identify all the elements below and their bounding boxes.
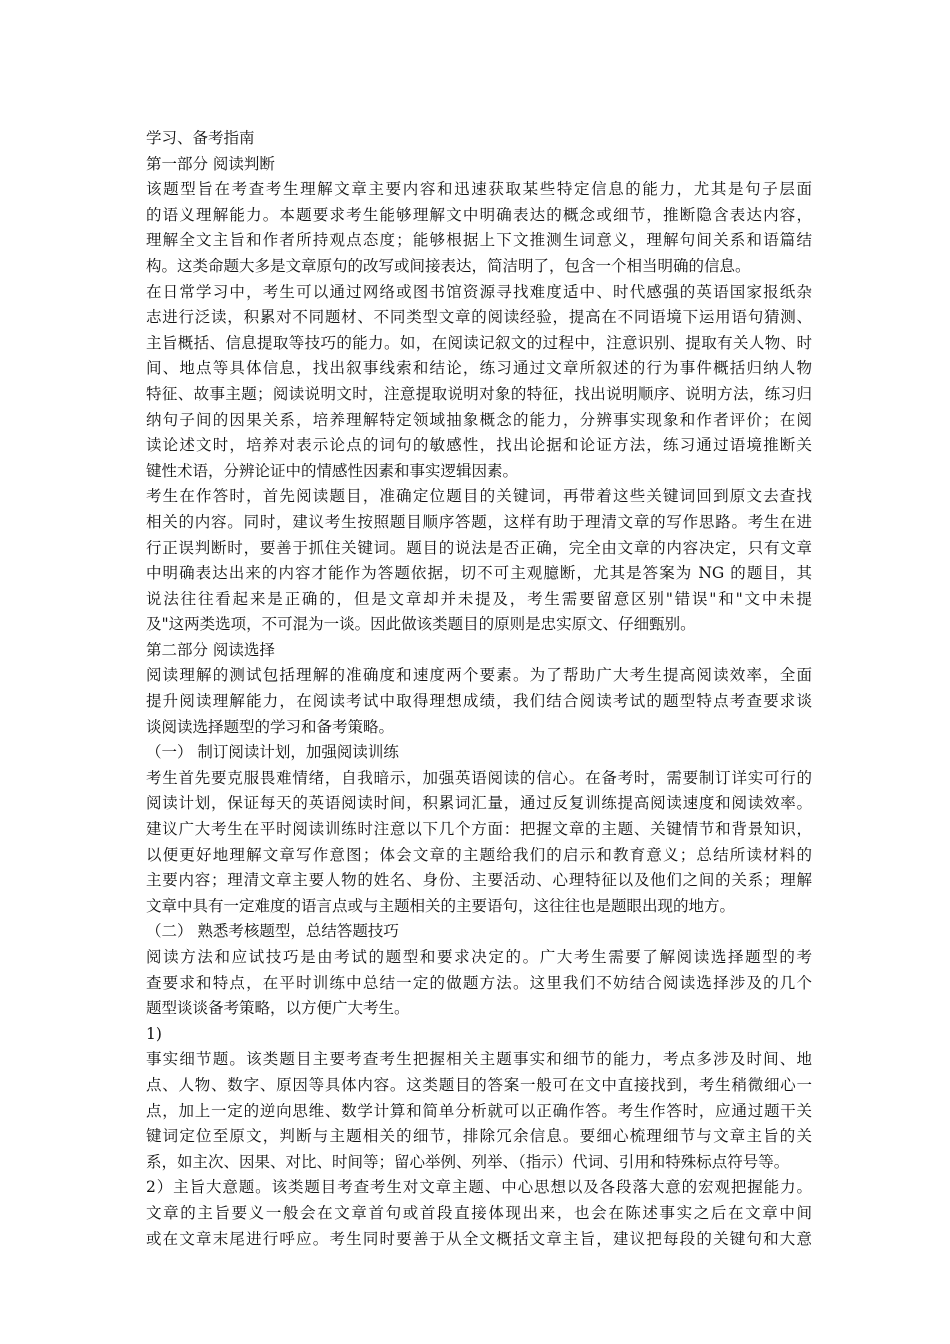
paragraph-line: 间、地点等具体信息，找出叙事线索和结论，练习通过文章所叙述的行为事件概括归纳人物 xyxy=(146,359,812,378)
paragraph-line: 纳句子间的因果关系，培养理解特定领域抽象概念的能力，分辨事实现象和作者评价；在阅 xyxy=(146,410,812,429)
section-heading-part-two: 第二部分 阅读选择 xyxy=(146,640,275,659)
paragraph-line: 文章的主旨要义一般会在文章首句或首段直接体现出来，也会在陈述事实之后在文章中间 xyxy=(146,1203,812,1222)
paragraph-line: 说法往往看起来是正确的，但是文章却并未提及，考生需要留意区别"错误"和"文中未提 xyxy=(146,589,812,608)
paragraph-line: 谈阅读选择题型的学习和备考策略。 xyxy=(146,717,395,736)
paragraph-line: 键性术语，分辨论证中的情感性因素和事实逻辑因素。 xyxy=(146,461,519,480)
paragraph-line: 考生在作答时，首先阅读题目，准确定位题目的关键词，再带着这些关键词回到原文去查找 xyxy=(146,487,812,506)
paragraph-line: 或在文章末尾进行呼应。考生同时要善于从全文概括文章主旨，建议把每段的关键句和大意 xyxy=(146,1229,812,1248)
paragraph-line: 相关的内容。同时，建议考生按照题目顺序答题，这样有助于理清文章的写作思路。考生在进 xyxy=(146,512,812,531)
paragraph-line: 阅读方法和应试技巧是由考试的题型和要求决定的。广大考生需要了解阅读选择题型的考 xyxy=(146,948,812,966)
paragraph-line: 键词定位至原文，判断与主题相关的细节，排除冗余信息。要细心梳理细节与文章主旨的关 xyxy=(146,1127,812,1146)
paragraph-line: 在日常学习中，考生可以通过网络或图书馆资源寻找难度适中、时代感强的英语国家报纸杂 xyxy=(146,282,812,301)
paragraph-line: 志进行泛读，积累对不同题材、不同类型文章的阅读经验，提高在不同语境下运用语句猜测、 xyxy=(146,308,812,327)
paragraph-line: 点，加上一定的逆向思维、数学计算和简单分析就可以正确作答。考生作答时，应通过题干关 xyxy=(146,1101,812,1120)
paragraph-line: 理解全文主旨和作者所持观点态度；能够根据上下文推测生词意义，理解句间关系和语篇结 xyxy=(146,231,812,250)
paragraph-line: 文章中具有一定难度的语言点或与主题相关的主要语句，这往往也是题眼出现的地方。 xyxy=(146,896,736,915)
list-marker: 1) xyxy=(146,1024,162,1043)
paragraph-line: 该题型旨在考查考生理解文章主要内容和迅速获取某些特定信息的能力，尤其是句子层面 xyxy=(146,180,812,199)
subheading-two: （二） 熟悉考核题型，总结答题技巧 xyxy=(146,922,399,941)
paragraph-line: 以便更好地理解文章写作意图；体会文章的主题给我们的启示和教育意义；总结所读材料的 xyxy=(146,845,812,864)
paragraph-line: 系，如主次、因果、对比、时间等；留心举例、列举、（指示）代词、引用和特殊标点符号等。 xyxy=(146,1152,790,1171)
subheading-one: （一） 制订阅读计划，加强阅读训练 xyxy=(146,743,399,762)
paragraph-line: 的语义理解能力。本题要求考生能够理解文中明确表达的概念或细节，推断隐含表达内容， xyxy=(146,205,812,224)
paragraph-line: 构。这类命题大多是文章原句的改写或间接表达，简洁明了，包含一个相当明确的信息。 xyxy=(146,256,751,275)
paragraph-line: 查要求和特点，在平时训练中总结一定的做题方法。这里我们不妨结合阅读选择涉及的几个 xyxy=(146,973,812,992)
document-page xyxy=(146,126,812,1252)
paragraph-line: 主要内容；理清文章主要人物的姓名、身份、主要活动、心理特征以及他们之间的关系；理解 xyxy=(146,871,812,890)
paragraph-line: 阅读理解的测试包括理解的准确度和速度两个要素。为了帮助广大考生提高阅读效率，全面 xyxy=(146,666,812,685)
section-heading-part-one: 第一部分 阅读判断 xyxy=(146,154,275,173)
document-title: 学习、备考指南 xyxy=(146,129,255,147)
paragraph-line: 点、人物、数字、原因等具体内容。这类题目的答案一般可在文中直接找到，考生稍微细心一 xyxy=(146,1075,812,1094)
paragraph-line: 及"这两类选项，不可混为一谈。因此做该类题目的原则是忠实原文、仔细甄别。 xyxy=(146,615,696,634)
paragraph-line: 提升阅读理解能力，在阅读考试中取得理想成绩，我们结合阅读考试的题型特点考查要求谈 xyxy=(146,692,812,711)
paragraph-line: 读论述文时，培养对表示论点的词句的敏感性，找出论据和论证方法，练习通过语境推断关 xyxy=(146,436,812,455)
paragraph-line: 题型谈谈备考策略，以方便广大考生。 xyxy=(146,999,410,1018)
paragraph-line: 行正误判断时，要善于抓住关键词。题目的说法是否正确，完全由文章的内容决定，只有文章 xyxy=(146,538,812,557)
paragraph-line: 建议广大考生在平时阅读训练时注意以下几个方面：把握文章的主题、关键情节和背景知识， xyxy=(146,820,812,839)
paragraph-line: 中明确表达出来的内容才能作为答题依据，切不可主观臆断，尤其是答案为 NG 的题目，其 xyxy=(146,564,812,583)
paragraph-line: 考生首先要克服畏难情绪，自我暗示，加强英语阅读的信心。在备考时，需要制订详实可行的 xyxy=(146,768,812,787)
paragraph-line: 事实细节题。该类题目主要考查考生把握相关主题事实和细节的能力，考点多涉及时间、地 xyxy=(146,1050,812,1069)
paragraph-line: 主旨概括、信息提取等技巧的能力。如，在阅读记叙文的过程中，注意识别、提取有关人物、时 xyxy=(146,333,812,352)
paragraph-line: 特征、故事主题；阅读说明文时，注意提取说明对象的特征，找出说明顺序、说明方法，练习归 xyxy=(146,384,812,403)
paragraph-line: 2）主旨大意题。该类题目考查考生对文章主题、中心思想以及各段落大意的宏观把握能力。 xyxy=(146,1178,812,1197)
paragraph-line: 阅读计划，保证每天的英语阅读时间，积累词汇量，通过反复训练提高阅读速度和阅读效率。 xyxy=(146,794,812,813)
